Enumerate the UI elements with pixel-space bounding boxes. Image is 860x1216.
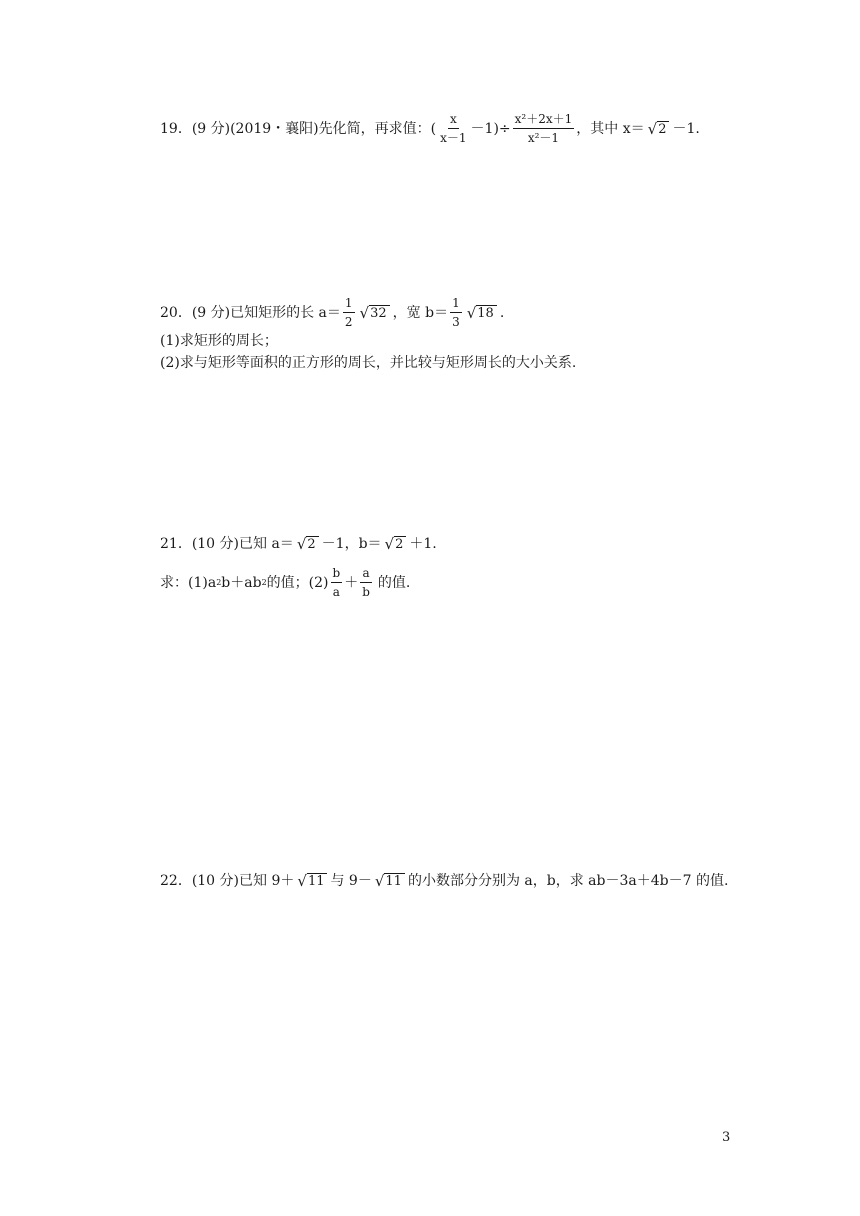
q21-ask: 求：(1)a 2 b＋ab 2 的值；(2) $\frac{b}{a}$ ＋ $\frac{a}{b}$ 的值. [160,566,411,599]
q22-sqrt-2: √ 11 [375,873,405,889]
q20-fraction-2: $\frac{1}{3}$ [452,296,460,329]
q21-fraction-2: $\frac{a}{b}$ [362,566,370,599]
q20-sqrt-1: √ 32 [360,305,390,321]
q19-fraction-1: $\frac{x}{x-1}$ [440,112,467,145]
question-19: 19．(9 分)(2019・襄阳)先化简，再求值：( $\frac{x}{x-1}$ －1)÷ $\frac{\text{x²＋2x＋1}}{\text{x²－1}}$ ，其中 x＝ √ 2 －1. [160,112,700,145]
q20-sub-1: (1)求矩形的周长； [160,333,278,349]
q20-sqrt-2: √ 18 [467,305,497,321]
q19-head: 19．(9 分)(2019・襄阳)先化简，再求值：( [160,120,437,137]
q22-sqrt-1: √ 11 [297,873,327,889]
q19-sqrt: √ 2 [648,121,670,137]
question-22: 22．(10 分)已知 9＋ √ 11 与 9－ √ 11 的小数部分分别为 a，b，求 ab－3a＋4b－7 的值. [160,872,729,890]
q20-fraction-1: $\frac{1}{2}$ [344,296,353,329]
q21-fraction-1: $\frac{b}{a}$ [332,566,341,599]
q20-sub-2: (2)求与矩形等面积的正方形的周长，并比较与矩形周长的大小关系. [160,355,577,371]
question-21: 21．(10 分)已知 a＝ √ 2 －1，b＝ √ 2 ＋1. [160,535,437,553]
q21-sqrt-1: √ 2 [297,536,319,552]
q21-sqrt-2: √ 2 [385,536,407,552]
question-20: 20．(9 分)已知矩形的长 a＝ $\frac{1}{2}$ √ 32 ，宽 b＝ $\frac{1}{3}$ √ 18 . [160,296,505,329]
q19-fraction-2: $\frac{\text{x²＋2x＋1}}{\text{x²－1}}$ [514,112,573,145]
page-number: 3 [722,1130,731,1145]
